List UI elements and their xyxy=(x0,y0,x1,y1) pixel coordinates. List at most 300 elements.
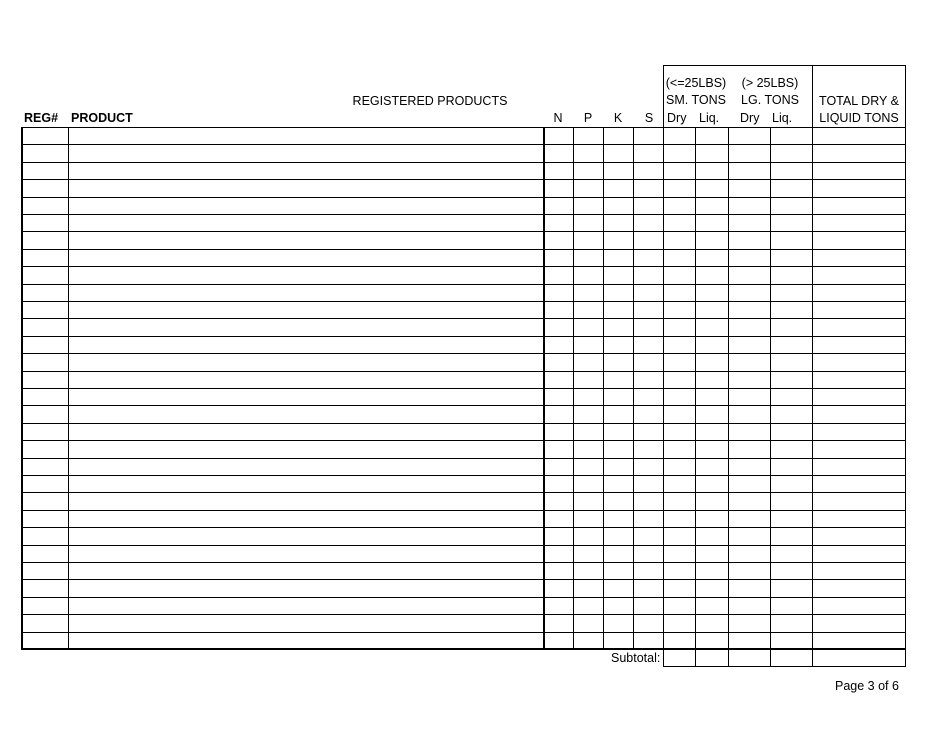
large-liq-cell[interactable] xyxy=(772,251,811,265)
k-cell[interactable] xyxy=(605,268,632,282)
s-cell[interactable] xyxy=(635,616,662,630)
large-dry-cell[interactable] xyxy=(730,338,769,352)
small-liq-cell[interactable] xyxy=(697,477,727,491)
total-cell[interactable] xyxy=(814,251,904,265)
product-cell[interactable] xyxy=(70,268,542,282)
n-cell[interactable] xyxy=(545,164,572,178)
small-dry-cell[interactable] xyxy=(665,251,694,265)
small-liq-cell[interactable] xyxy=(697,564,727,578)
small-liq-cell[interactable] xyxy=(697,407,727,421)
reg-cell[interactable] xyxy=(23,216,67,230)
small-dry-cell[interactable] xyxy=(665,547,694,561)
large-liq-cell[interactable] xyxy=(772,407,811,421)
n-cell[interactable] xyxy=(545,181,572,195)
k-cell[interactable] xyxy=(605,355,632,369)
large-dry-cell[interactable] xyxy=(730,547,769,561)
s-cell[interactable] xyxy=(635,599,662,613)
k-cell[interactable] xyxy=(605,199,632,213)
s-cell[interactable] xyxy=(635,442,662,456)
small-liq-cell[interactable] xyxy=(697,199,727,213)
p-cell[interactable] xyxy=(575,599,602,613)
reg-cell[interactable] xyxy=(23,512,67,526)
large-liq-cell[interactable] xyxy=(772,199,811,213)
reg-cell[interactable] xyxy=(23,199,67,213)
large-liq-cell[interactable] xyxy=(772,129,811,143)
reg-cell[interactable] xyxy=(23,251,67,265)
p-cell[interactable] xyxy=(575,216,602,230)
small-dry-cell[interactable] xyxy=(665,460,694,474)
small-dry-cell[interactable] xyxy=(665,634,694,648)
n-cell[interactable] xyxy=(545,529,572,543)
product-cell[interactable] xyxy=(70,616,542,630)
n-cell[interactable] xyxy=(545,146,572,160)
n-cell[interactable] xyxy=(545,286,572,300)
s-cell[interactable] xyxy=(635,494,662,508)
p-cell[interactable] xyxy=(575,407,602,421)
n-cell[interactable] xyxy=(545,233,572,247)
product-cell[interactable] xyxy=(70,216,542,230)
large-dry-cell[interactable] xyxy=(730,251,769,265)
s-cell[interactable] xyxy=(635,251,662,265)
small-dry-cell[interactable] xyxy=(665,390,694,404)
reg-cell[interactable] xyxy=(23,373,67,387)
small-liq-cell[interactable] xyxy=(697,547,727,561)
s-cell[interactable] xyxy=(635,181,662,195)
large-dry-cell[interactable] xyxy=(730,512,769,526)
product-cell[interactable] xyxy=(70,460,542,474)
reg-cell[interactable] xyxy=(23,320,67,334)
n-cell[interactable] xyxy=(545,442,572,456)
reg-cell[interactable] xyxy=(23,547,67,561)
n-cell[interactable] xyxy=(545,494,572,508)
small-dry-cell[interactable] xyxy=(665,529,694,543)
small-dry-cell[interactable] xyxy=(665,512,694,526)
large-liq-cell[interactable] xyxy=(772,338,811,352)
small-dry-cell[interactable] xyxy=(665,286,694,300)
small-liq-cell[interactable] xyxy=(697,355,727,369)
product-cell[interactable] xyxy=(70,634,542,648)
small-liq-cell[interactable] xyxy=(697,164,727,178)
large-dry-cell[interactable] xyxy=(730,216,769,230)
large-liq-cell[interactable] xyxy=(772,494,811,508)
large-dry-cell[interactable] xyxy=(730,181,769,195)
small-dry-cell[interactable] xyxy=(665,320,694,334)
product-cell[interactable] xyxy=(70,303,542,317)
total-cell[interactable] xyxy=(814,268,904,282)
n-cell[interactable] xyxy=(545,547,572,561)
large-dry-cell[interactable] xyxy=(730,233,769,247)
large-dry-cell[interactable] xyxy=(730,164,769,178)
large-liq-cell[interactable] xyxy=(772,581,811,595)
k-cell[interactable] xyxy=(605,425,632,439)
reg-cell[interactable] xyxy=(23,564,67,578)
k-cell[interactable] xyxy=(605,512,632,526)
small-liq-cell[interactable] xyxy=(697,320,727,334)
small-dry-cell[interactable] xyxy=(665,338,694,352)
n-cell[interactable] xyxy=(545,581,572,595)
large-liq-cell[interactable] xyxy=(772,390,811,404)
product-cell[interactable] xyxy=(70,164,542,178)
total-cell[interactable] xyxy=(814,373,904,387)
p-cell[interactable] xyxy=(575,477,602,491)
total-cell[interactable] xyxy=(814,564,904,578)
large-dry-cell[interactable] xyxy=(730,477,769,491)
n-cell[interactable] xyxy=(545,129,572,143)
s-cell[interactable] xyxy=(635,407,662,421)
product-cell[interactable] xyxy=(70,373,542,387)
small-dry-cell[interactable] xyxy=(665,442,694,456)
subtotal-total-cell[interactable] xyxy=(814,651,904,665)
s-cell[interactable] xyxy=(635,390,662,404)
small-liq-cell[interactable] xyxy=(697,373,727,387)
reg-cell[interactable] xyxy=(23,616,67,630)
total-cell[interactable] xyxy=(814,616,904,630)
large-dry-cell[interactable] xyxy=(730,129,769,143)
k-cell[interactable] xyxy=(605,599,632,613)
small-dry-cell[interactable] xyxy=(665,599,694,613)
large-dry-cell[interactable] xyxy=(730,286,769,300)
p-cell[interactable] xyxy=(575,390,602,404)
small-liq-cell[interactable] xyxy=(697,616,727,630)
k-cell[interactable] xyxy=(605,442,632,456)
total-cell[interactable] xyxy=(814,146,904,160)
n-cell[interactable] xyxy=(545,320,572,334)
small-liq-cell[interactable] xyxy=(697,634,727,648)
small-liq-cell[interactable] xyxy=(697,442,727,456)
small-liq-cell[interactable] xyxy=(697,425,727,439)
total-cell[interactable] xyxy=(814,634,904,648)
k-cell[interactable] xyxy=(605,529,632,543)
s-cell[interactable] xyxy=(635,477,662,491)
small-dry-cell[interactable] xyxy=(665,199,694,213)
reg-cell[interactable] xyxy=(23,494,67,508)
product-cell[interactable] xyxy=(70,286,542,300)
total-cell[interactable] xyxy=(814,355,904,369)
p-cell[interactable] xyxy=(575,233,602,247)
large-liq-cell[interactable] xyxy=(772,460,811,474)
k-cell[interactable] xyxy=(605,251,632,265)
p-cell[interactable] xyxy=(575,251,602,265)
p-cell[interactable] xyxy=(575,529,602,543)
n-cell[interactable] xyxy=(545,303,572,317)
small-liq-cell[interactable] xyxy=(697,129,727,143)
large-dry-cell[interactable] xyxy=(730,355,769,369)
p-cell[interactable] xyxy=(575,512,602,526)
reg-cell[interactable] xyxy=(23,286,67,300)
p-cell[interactable] xyxy=(575,564,602,578)
total-cell[interactable] xyxy=(814,199,904,213)
subtotal-large-dry-cell[interactable] xyxy=(730,651,769,665)
large-dry-cell[interactable] xyxy=(730,442,769,456)
large-liq-cell[interactable] xyxy=(772,373,811,387)
s-cell[interactable] xyxy=(635,303,662,317)
product-cell[interactable] xyxy=(70,581,542,595)
reg-cell[interactable] xyxy=(23,355,67,369)
n-cell[interactable] xyxy=(545,199,572,213)
n-cell[interactable] xyxy=(545,251,572,265)
small-dry-cell[interactable] xyxy=(665,268,694,282)
large-dry-cell[interactable] xyxy=(730,616,769,630)
p-cell[interactable] xyxy=(575,355,602,369)
k-cell[interactable] xyxy=(605,233,632,247)
k-cell[interactable] xyxy=(605,181,632,195)
total-cell[interactable] xyxy=(814,181,904,195)
small-dry-cell[interactable] xyxy=(665,407,694,421)
p-cell[interactable] xyxy=(575,146,602,160)
large-dry-cell[interactable] xyxy=(730,303,769,317)
s-cell[interactable] xyxy=(635,425,662,439)
total-cell[interactable] xyxy=(814,233,904,247)
product-cell[interactable] xyxy=(70,129,542,143)
reg-cell[interactable] xyxy=(23,634,67,648)
s-cell[interactable] xyxy=(635,320,662,334)
small-liq-cell[interactable] xyxy=(697,599,727,613)
p-cell[interactable] xyxy=(575,581,602,595)
large-dry-cell[interactable] xyxy=(730,634,769,648)
total-cell[interactable] xyxy=(814,529,904,543)
s-cell[interactable] xyxy=(635,199,662,213)
reg-cell[interactable] xyxy=(23,390,67,404)
k-cell[interactable] xyxy=(605,407,632,421)
s-cell[interactable] xyxy=(635,564,662,578)
large-liq-cell[interactable] xyxy=(772,599,811,613)
s-cell[interactable] xyxy=(635,164,662,178)
p-cell[interactable] xyxy=(575,442,602,456)
k-cell[interactable] xyxy=(605,164,632,178)
total-cell[interactable] xyxy=(814,494,904,508)
product-cell[interactable] xyxy=(70,442,542,456)
large-liq-cell[interactable] xyxy=(772,616,811,630)
small-liq-cell[interactable] xyxy=(697,390,727,404)
large-liq-cell[interactable] xyxy=(772,355,811,369)
k-cell[interactable] xyxy=(605,634,632,648)
n-cell[interactable] xyxy=(545,338,572,352)
total-cell[interactable] xyxy=(814,390,904,404)
large-liq-cell[interactable] xyxy=(772,634,811,648)
p-cell[interactable] xyxy=(575,373,602,387)
small-liq-cell[interactable] xyxy=(697,268,727,282)
p-cell[interactable] xyxy=(575,199,602,213)
k-cell[interactable] xyxy=(605,216,632,230)
total-cell[interactable] xyxy=(814,164,904,178)
n-cell[interactable] xyxy=(545,512,572,526)
n-cell[interactable] xyxy=(545,355,572,369)
product-cell[interactable] xyxy=(70,338,542,352)
large-dry-cell[interactable] xyxy=(730,564,769,578)
small-liq-cell[interactable] xyxy=(697,251,727,265)
product-cell[interactable] xyxy=(70,564,542,578)
total-cell[interactable] xyxy=(814,581,904,595)
large-dry-cell[interactable] xyxy=(730,390,769,404)
p-cell[interactable] xyxy=(575,181,602,195)
k-cell[interactable] xyxy=(605,547,632,561)
product-cell[interactable] xyxy=(70,494,542,508)
total-cell[interactable] xyxy=(814,407,904,421)
p-cell[interactable] xyxy=(575,320,602,334)
subtotal-large-liq-cell[interactable] xyxy=(772,651,811,665)
large-liq-cell[interactable] xyxy=(772,442,811,456)
small-dry-cell[interactable] xyxy=(665,581,694,595)
small-liq-cell[interactable] xyxy=(697,181,727,195)
small-dry-cell[interactable] xyxy=(665,477,694,491)
reg-cell[interactable] xyxy=(23,599,67,613)
p-cell[interactable] xyxy=(575,268,602,282)
k-cell[interactable] xyxy=(605,390,632,404)
s-cell[interactable] xyxy=(635,634,662,648)
small-dry-cell[interactable] xyxy=(665,425,694,439)
s-cell[interactable] xyxy=(635,338,662,352)
reg-cell[interactable] xyxy=(23,233,67,247)
product-cell[interactable] xyxy=(70,181,542,195)
small-dry-cell[interactable] xyxy=(665,181,694,195)
large-dry-cell[interactable] xyxy=(730,268,769,282)
total-cell[interactable] xyxy=(814,320,904,334)
k-cell[interactable] xyxy=(605,129,632,143)
p-cell[interactable] xyxy=(575,286,602,300)
small-liq-cell[interactable] xyxy=(697,216,727,230)
p-cell[interactable] xyxy=(575,460,602,474)
k-cell[interactable] xyxy=(605,373,632,387)
k-cell[interactable] xyxy=(605,460,632,474)
reg-cell[interactable] xyxy=(23,529,67,543)
total-cell[interactable] xyxy=(814,338,904,352)
n-cell[interactable] xyxy=(545,216,572,230)
small-dry-cell[interactable] xyxy=(665,146,694,160)
n-cell[interactable] xyxy=(545,407,572,421)
total-cell[interactable] xyxy=(814,303,904,317)
product-cell[interactable] xyxy=(70,529,542,543)
s-cell[interactable] xyxy=(635,512,662,526)
reg-cell[interactable] xyxy=(23,338,67,352)
reg-cell[interactable] xyxy=(23,303,67,317)
product-cell[interactable] xyxy=(70,146,542,160)
p-cell[interactable] xyxy=(575,425,602,439)
small-dry-cell[interactable] xyxy=(665,494,694,508)
large-dry-cell[interactable] xyxy=(730,320,769,334)
n-cell[interactable] xyxy=(545,373,572,387)
total-cell[interactable] xyxy=(814,216,904,230)
n-cell[interactable] xyxy=(545,599,572,613)
s-cell[interactable] xyxy=(635,268,662,282)
small-liq-cell[interactable] xyxy=(697,529,727,543)
product-cell[interactable] xyxy=(70,599,542,613)
product-cell[interactable] xyxy=(70,355,542,369)
small-dry-cell[interactable] xyxy=(665,233,694,247)
n-cell[interactable] xyxy=(545,268,572,282)
small-dry-cell[interactable] xyxy=(665,216,694,230)
small-dry-cell[interactable] xyxy=(665,355,694,369)
large-dry-cell[interactable] xyxy=(730,581,769,595)
small-dry-cell[interactable] xyxy=(665,303,694,317)
k-cell[interactable] xyxy=(605,320,632,334)
s-cell[interactable] xyxy=(635,233,662,247)
total-cell[interactable] xyxy=(814,460,904,474)
large-liq-cell[interactable] xyxy=(772,233,811,247)
p-cell[interactable] xyxy=(575,303,602,317)
s-cell[interactable] xyxy=(635,355,662,369)
small-liq-cell[interactable] xyxy=(697,146,727,160)
s-cell[interactable] xyxy=(635,529,662,543)
s-cell[interactable] xyxy=(635,286,662,300)
large-dry-cell[interactable] xyxy=(730,373,769,387)
k-cell[interactable] xyxy=(605,494,632,508)
small-liq-cell[interactable] xyxy=(697,286,727,300)
total-cell[interactable] xyxy=(814,512,904,526)
n-cell[interactable] xyxy=(545,390,572,404)
total-cell[interactable] xyxy=(814,599,904,613)
total-cell[interactable] xyxy=(814,477,904,491)
s-cell[interactable] xyxy=(635,216,662,230)
p-cell[interactable] xyxy=(575,338,602,352)
large-liq-cell[interactable] xyxy=(772,320,811,334)
large-dry-cell[interactable] xyxy=(730,494,769,508)
large-liq-cell[interactable] xyxy=(772,547,811,561)
large-liq-cell[interactable] xyxy=(772,146,811,160)
product-cell[interactable] xyxy=(70,199,542,213)
total-cell[interactable] xyxy=(814,129,904,143)
subtotal-small-liq-cell[interactable] xyxy=(697,651,727,665)
small-liq-cell[interactable] xyxy=(697,494,727,508)
s-cell[interactable] xyxy=(635,581,662,595)
reg-cell[interactable] xyxy=(23,164,67,178)
large-liq-cell[interactable] xyxy=(772,164,811,178)
large-dry-cell[interactable] xyxy=(730,460,769,474)
product-cell[interactable] xyxy=(70,320,542,334)
large-liq-cell[interactable] xyxy=(772,268,811,282)
product-cell[interactable] xyxy=(70,477,542,491)
product-cell[interactable] xyxy=(70,512,542,526)
k-cell[interactable] xyxy=(605,338,632,352)
small-liq-cell[interactable] xyxy=(697,338,727,352)
large-dry-cell[interactable] xyxy=(730,529,769,543)
reg-cell[interactable] xyxy=(23,407,67,421)
k-cell[interactable] xyxy=(605,303,632,317)
large-liq-cell[interactable] xyxy=(772,286,811,300)
small-liq-cell[interactable] xyxy=(697,303,727,317)
product-cell[interactable] xyxy=(70,425,542,439)
s-cell[interactable] xyxy=(635,373,662,387)
s-cell[interactable] xyxy=(635,547,662,561)
small-liq-cell[interactable] xyxy=(697,460,727,474)
small-liq-cell[interactable] xyxy=(697,233,727,247)
p-cell[interactable] xyxy=(575,547,602,561)
s-cell[interactable] xyxy=(635,129,662,143)
large-dry-cell[interactable] xyxy=(730,407,769,421)
subtotal-small-dry-cell[interactable] xyxy=(665,651,694,665)
n-cell[interactable] xyxy=(545,616,572,630)
large-liq-cell[interactable] xyxy=(772,181,811,195)
k-cell[interactable] xyxy=(605,581,632,595)
large-liq-cell[interactable] xyxy=(772,512,811,526)
k-cell[interactable] xyxy=(605,616,632,630)
p-cell[interactable] xyxy=(575,634,602,648)
n-cell[interactable] xyxy=(545,425,572,439)
large-liq-cell[interactable] xyxy=(772,216,811,230)
small-dry-cell[interactable] xyxy=(665,164,694,178)
reg-cell[interactable] xyxy=(23,442,67,456)
k-cell[interactable] xyxy=(605,286,632,300)
n-cell[interactable] xyxy=(545,460,572,474)
large-dry-cell[interactable] xyxy=(730,425,769,439)
n-cell[interactable] xyxy=(545,477,572,491)
large-liq-cell[interactable] xyxy=(772,564,811,578)
reg-cell[interactable] xyxy=(23,181,67,195)
reg-cell[interactable] xyxy=(23,146,67,160)
s-cell[interactable] xyxy=(635,146,662,160)
large-liq-cell[interactable] xyxy=(772,529,811,543)
k-cell[interactable] xyxy=(605,146,632,160)
reg-cell[interactable] xyxy=(23,460,67,474)
